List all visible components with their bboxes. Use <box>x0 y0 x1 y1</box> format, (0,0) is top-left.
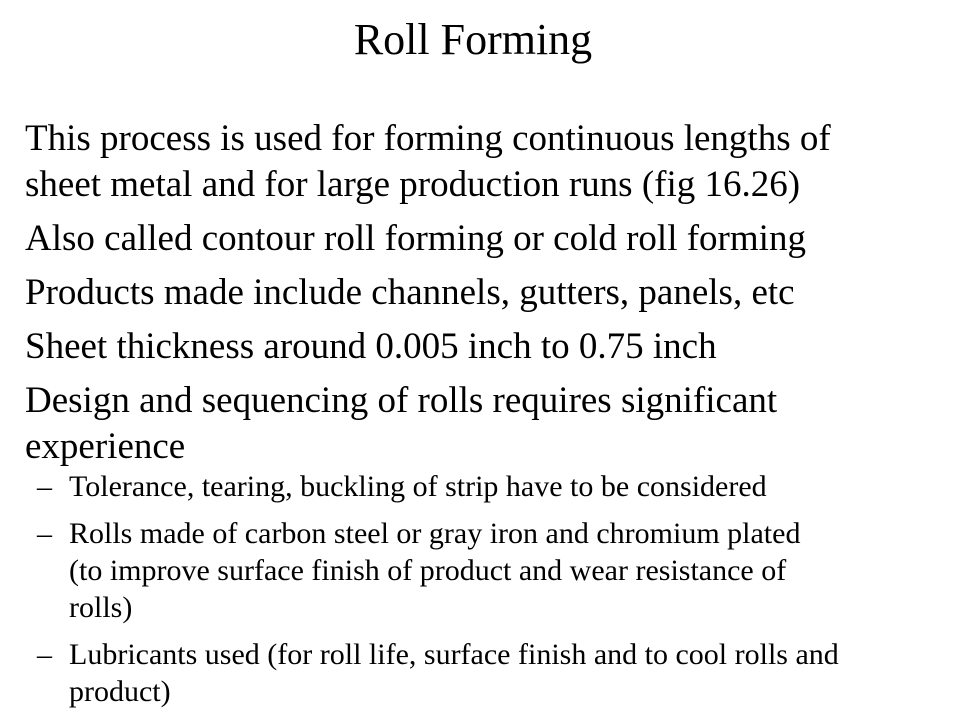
bullet-sheet-thickness <box>25 324 960 370</box>
subbullet-lubricants <box>25 636 960 710</box>
bullet-products <box>25 270 960 316</box>
bullet-also-called <box>25 216 960 262</box>
subbullet-line: product) <box>69 675 171 708</box>
bullet-line: Also called contour roll forming or cold roll forming <box>25 218 806 259</box>
subbullet-list <box>25 468 960 710</box>
subbullet-rolls-material <box>25 515 960 626</box>
bullet-line: This process is used for forming continuous lengths of <box>25 118 831 159</box>
bullet-line: Sheet thickness around 0.005 inch to 0.75 inch <box>25 326 717 367</box>
bullet-list <box>25 116 960 720</box>
bullet-design-sequencing <box>25 378 960 710</box>
bullet-continuous-lengths <box>25 116 960 208</box>
bullet-line: sheet metal and for large production runs (fig 16.26) <box>25 164 801 205</box>
subbullet-tolerance <box>25 468 960 505</box>
subbullet-line: Lubricants used (for roll life, surface finish and to cool rolls and <box>69 638 839 671</box>
dash-marker: – <box>37 470 52 503</box>
subbullet-line: Tolerance, tearing, buckling of strip have to be considered <box>69 470 767 503</box>
subbullet-line: rolls) <box>69 591 133 624</box>
subbullet-line: (to improve surface finish of product and wear resistance of <box>69 554 787 587</box>
dash-marker: – <box>37 517 52 550</box>
bullet-line: experience <box>25 426 186 467</box>
bullet-line: Products made include channels, gutters, panels, etc <box>25 272 795 313</box>
slide-title: Roll Forming <box>353 15 593 64</box>
dash-marker: – <box>37 638 52 671</box>
subbullet-line: Rolls made of carbon steel or gray iron and chromium plated <box>69 517 801 550</box>
bullet-line: Design and sequencing of rolls requires significant <box>25 380 778 421</box>
